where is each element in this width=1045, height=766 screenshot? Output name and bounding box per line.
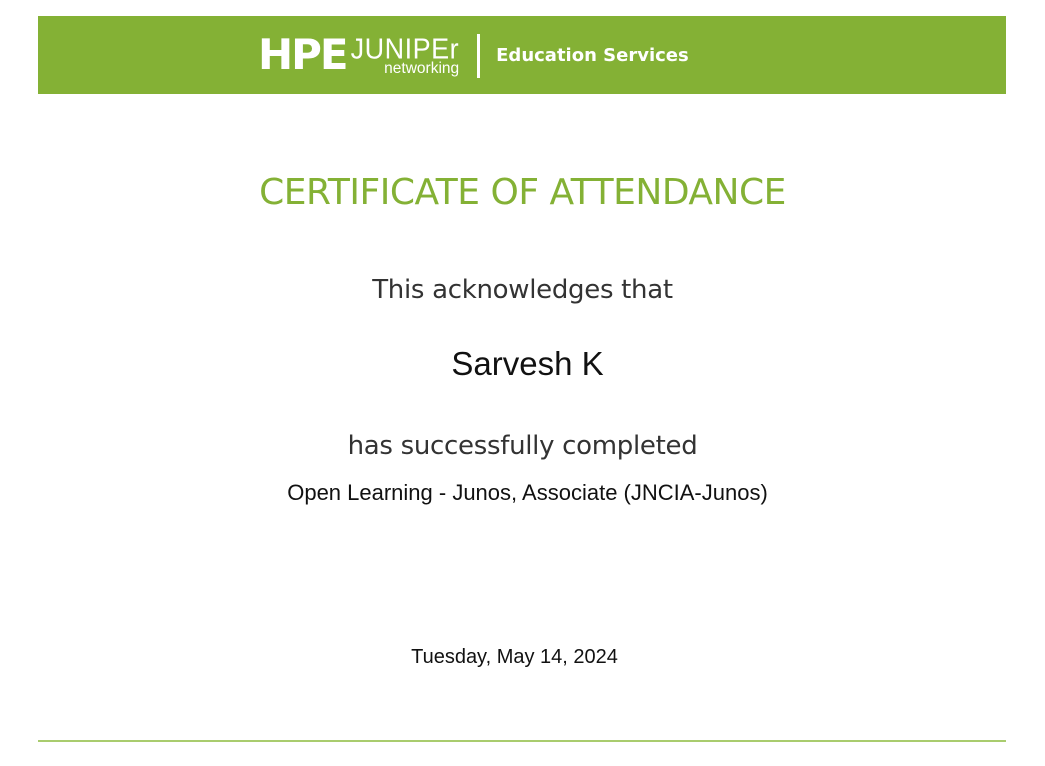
completion-date: Tuesday, May 14, 2024 — [411, 646, 618, 668]
juniper-logo — [350, 32, 460, 77]
course-name: Open Learning - Junos, Associate (JNCIA-Junos) — [287, 480, 768, 505]
certificate-title: CERTIFICATE OF ATTENDANCE — [259, 172, 786, 213]
completion-text: has successfully completed — [347, 431, 698, 461]
logo-divider — [477, 34, 480, 78]
education-services-label: Education Services — [496, 45, 689, 66]
networking-logo-text: networking — [384, 59, 460, 77]
recipient-name: Sarvesh K — [451, 345, 604, 382]
acknowledgement-text: This acknowledges that — [372, 275, 673, 305]
hpe-logo-text: HPE — [258, 30, 347, 79]
juniper-logo-text: JUNIPEr — [350, 32, 460, 65]
footer-divider — [38, 740, 1006, 742]
brand-logo — [258, 30, 689, 79]
